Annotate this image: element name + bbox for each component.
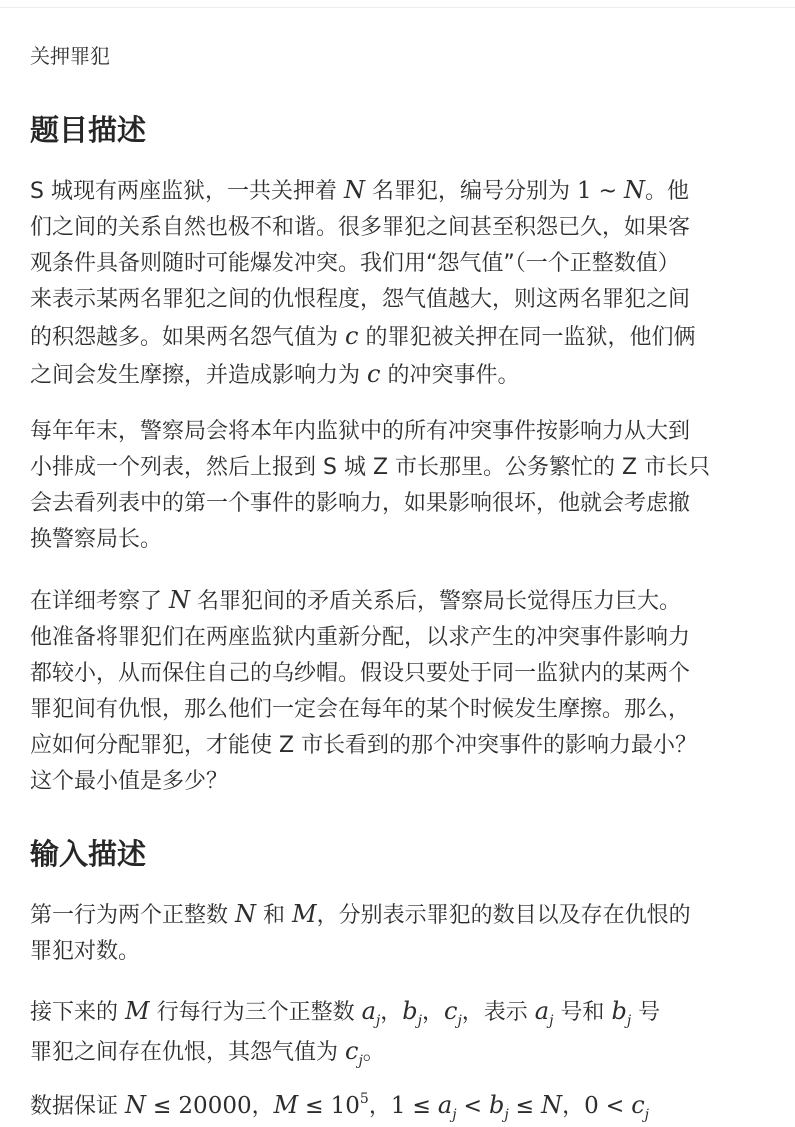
math-var: N (343, 176, 365, 204)
math-subscript: j (417, 1013, 422, 1029)
text: ≤ (508, 1094, 542, 1119)
math-var: a (534, 997, 550, 1025)
text-line: 罪犯间有仇恨，那么他们一定会在每年的某个时候发生摩擦。那么， (30, 697, 691, 722)
text: ， (562, 1094, 585, 1119)
math-num: 1 (576, 178, 592, 204)
math-subscript: j (358, 1053, 363, 1069)
text-line: 们之间的关系自然也极不和谐。很多罪犯之间甚至积怨已久，如果客 (30, 215, 691, 240)
math-num: 20000 (178, 1093, 252, 1119)
text: ~ (591, 179, 625, 204)
math-var: N (624, 176, 646, 204)
math-var: c (345, 1037, 359, 1065)
math-subscript: j (452, 1107, 457, 1123)
description-paragraph-1 (30, 172, 770, 394)
text: 名罪犯，编号分别为 (364, 179, 577, 204)
input-paragraph-2 (30, 993, 770, 1073)
text-line (30, 1087, 770, 1127)
description-paragraph-2 (30, 414, 770, 558)
text: 和 (256, 903, 292, 928)
text: 在详细考察了 (30, 589, 169, 614)
text: 的罪犯被关押在同一监狱，他们俩 (358, 325, 696, 350)
math-var: b (402, 997, 418, 1025)
text-line: 每年年末，警察局会将本年内监狱中的所有冲突事件按影响力从大到 (30, 419, 691, 444)
math-subscript: j (626, 1013, 632, 1029)
text-line: 这个最小值是多少？ (30, 769, 229, 794)
text: ， (368, 1094, 391, 1119)
math-var: N (235, 900, 256, 928)
text: 数据保证 (30, 1094, 125, 1119)
text: ≤ (146, 1094, 179, 1119)
text-line (30, 993, 770, 1033)
top-divider (0, 7, 795, 8)
text: 第一行为两个正整数 (30, 903, 235, 928)
text: 号 (631, 1000, 661, 1025)
text: ，表示 (461, 1000, 535, 1025)
math-var: N (125, 1091, 146, 1119)
input-heading: 输入描述 (30, 837, 147, 871)
text-line (30, 172, 770, 210)
math-subscript: j (549, 1013, 554, 1029)
text: ， (421, 1000, 444, 1025)
text: 名罪犯间的矛盾关系后，警察局长觉得压力巨大。 (190, 589, 681, 614)
math-num: 10 (330, 1093, 360, 1119)
text-line: 应如何分配罪犯，才能使 Z 市长看到的那个冲突事件的影响力最小？ (30, 733, 698, 758)
text: 号和 (553, 1000, 612, 1025)
math-var: M (292, 900, 317, 928)
math-subscript: j (457, 1013, 462, 1029)
math-var: c (367, 360, 381, 388)
text: 。 (362, 1040, 385, 1065)
text: 的冲突事件。 (380, 363, 520, 388)
text-line: 换警察局长。 (30, 527, 163, 552)
math-subscript: j (644, 1107, 649, 1123)
text-line: 小排成一个列表，然后上报到 S 城 Z 市长那里。公务繁忙的 Z 市长只 (30, 455, 711, 480)
text-line: 观条件具备则随时可能爆发冲突。我们用“怨气值”（一个正整数值） (30, 251, 680, 276)
text: 之间会发生摩擦，并造成影响力为 (30, 363, 367, 388)
text: 行每行为三个正整数 (149, 1000, 362, 1025)
text-line: 他准备将罪犯们在两座监狱内重新分配，以求产生的冲突事件影响力 (30, 625, 691, 650)
math-num: 0 (584, 1093, 599, 1119)
text-line (30, 1033, 770, 1073)
text-line: 来表示某两名罪犯之间的仇恨程度，怨气值越大，则这两名罪犯之间 (30, 287, 691, 312)
math-num: 1 (390, 1093, 406, 1119)
text-line (30, 582, 770, 620)
text: ， (380, 1000, 403, 1025)
text-line: 罪犯对数。 (30, 939, 141, 964)
input-paragraph-3 (30, 1087, 770, 1127)
description-paragraph-3 (30, 582, 770, 800)
math-var: b (611, 997, 627, 1025)
math-subscript: j (504, 1107, 509, 1123)
text: 。他 (645, 179, 690, 204)
math-var: a (437, 1091, 453, 1119)
text: 罪犯之间存在仇恨，其怨气值为 (30, 1040, 345, 1065)
description-heading: 题目描述 (30, 113, 147, 147)
math-superscript: 5 (359, 1091, 369, 1107)
text-line: 会去看列表中的第一个事件的影响力，如果影响很坏，他就会考虑撤 (30, 491, 691, 516)
text-line (30, 896, 770, 934)
math-var: N (169, 586, 190, 614)
text-line: 都较小，从而保住自己的乌纱帽。假设只要处于同一监狱内的某两个 (30, 661, 691, 686)
text: ≤ (405, 1094, 438, 1119)
text: S 城现有两座监狱，一共关押着 (30, 179, 344, 204)
text: 的积怨越多。如果两名怨气值为 (30, 325, 345, 350)
math-var: c (345, 322, 359, 350)
text-line (30, 318, 770, 356)
text: < (456, 1094, 489, 1119)
math-var: M (125, 997, 150, 1025)
text: ，分别表示罪犯的数目以及存在仇恨的 (316, 903, 691, 928)
math-var: M (273, 1091, 299, 1119)
math-var: c (443, 997, 458, 1025)
text: 接下来的 (30, 1000, 125, 1025)
math-var: a (361, 997, 376, 1025)
text: ， (251, 1094, 274, 1119)
math-var: N (541, 1091, 563, 1119)
problem-title: 关押罪犯 (30, 44, 110, 68)
math-var: b (488, 1091, 505, 1119)
text: ≤ (298, 1094, 331, 1119)
text-line (30, 356, 770, 394)
text: < (598, 1094, 632, 1119)
math-var: c (631, 1091, 645, 1119)
math-subscript: j (375, 1013, 381, 1029)
input-paragraph-1 (30, 896, 770, 970)
